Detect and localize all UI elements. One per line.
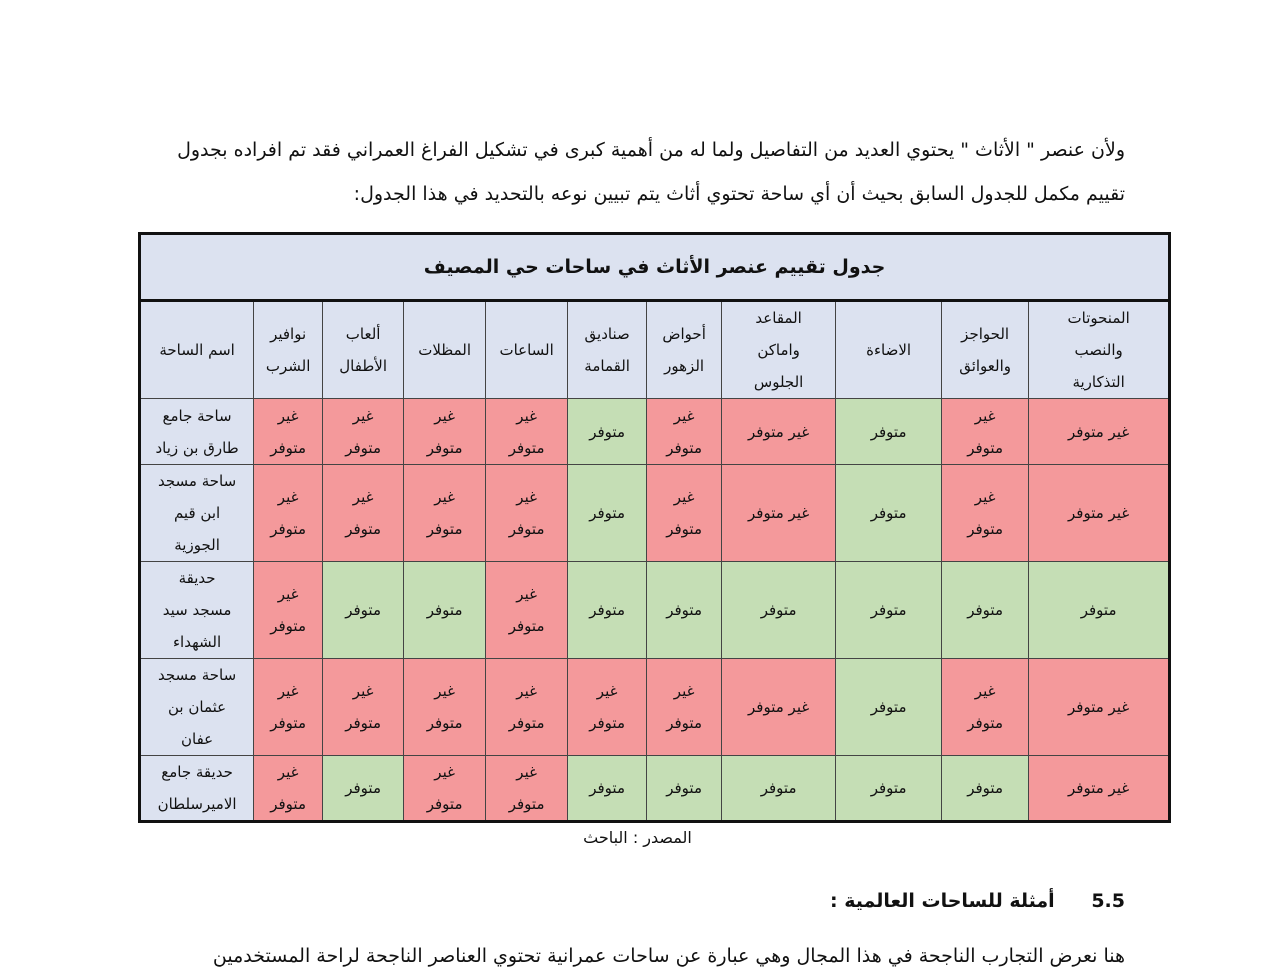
status-cell-planters xyxy=(647,756,722,822)
cell-text-line: الزهور xyxy=(664,357,705,375)
section-title: أمثلة للساحات العالمية : xyxy=(830,890,1055,912)
cell-text-line: غير xyxy=(277,763,299,781)
cell-text-line: متوفر xyxy=(967,601,1003,619)
cell-text-line: غير xyxy=(434,488,455,506)
status-cell-barriers xyxy=(942,562,1029,659)
cell-text-line: التذكارية xyxy=(1072,373,1125,391)
status-cell-sculptures xyxy=(1029,659,1170,756)
cell-text-line: الجلوس xyxy=(753,373,804,391)
status-cell-bins xyxy=(568,756,647,822)
status-cell-bins xyxy=(568,465,647,562)
cell-text-line: غير xyxy=(516,488,537,506)
square-name-cell xyxy=(140,756,254,822)
cell-text-line: طارق بن زياد xyxy=(155,438,239,457)
status-cell-shades xyxy=(404,465,486,562)
square-name-cell xyxy=(140,399,254,465)
cell-text-line: متوفر xyxy=(508,714,545,732)
cell-text-line: غير xyxy=(352,488,374,506)
cell-text-line: غير xyxy=(516,682,537,700)
cell-text-line: غير متوفر xyxy=(1068,504,1130,522)
cell-text-line: متوفر xyxy=(760,601,797,619)
cell-text-line: الاضاءة xyxy=(866,341,912,359)
status-cell-toys xyxy=(323,399,404,465)
status-cell-sculptures xyxy=(1029,756,1170,822)
status-cell-lighting xyxy=(836,465,942,562)
header-clocks xyxy=(486,301,568,399)
cell-text-line: غير xyxy=(974,682,996,700)
cell-text-line: متوفر xyxy=(270,714,306,732)
cell-text-line: متوفر xyxy=(870,698,907,716)
cell-text-line: الساعات xyxy=(499,341,554,359)
cell-text-line: متوفر xyxy=(345,779,381,797)
status-cell-planters xyxy=(647,562,722,659)
cell-text-line: متوفر xyxy=(870,422,907,441)
cell-text-line: متوفر xyxy=(270,438,306,457)
cell-text-line: متوفر xyxy=(508,617,545,635)
cell-text-line: غير متوفر xyxy=(1068,779,1130,797)
cell-text-line: متوفر xyxy=(345,520,381,538)
cell-text-line: غير xyxy=(673,682,695,700)
status-cell-fountains xyxy=(254,659,323,756)
square-name-cell xyxy=(140,465,254,562)
cell-text-line: غير xyxy=(596,682,618,700)
cell-text-line: غير xyxy=(277,682,299,700)
header-bins xyxy=(568,301,647,399)
status-cell-clocks xyxy=(486,659,568,756)
cell-text-line: المظلات xyxy=(418,341,472,359)
cell-text-line: عفان xyxy=(181,730,214,748)
cell-text-line: غير xyxy=(352,406,374,425)
table-body xyxy=(140,399,1170,822)
cell-text-line: غير متوفر xyxy=(748,504,810,522)
cell-text-line: متوفر xyxy=(967,779,1003,797)
status-cell-lighting xyxy=(836,399,942,465)
cell-text-line: غير xyxy=(277,585,299,603)
cell-text-line: غير xyxy=(434,406,455,425)
square-name-cell xyxy=(140,659,254,756)
status-cell-fountains xyxy=(254,756,323,822)
cell-text-line: غير xyxy=(434,763,455,781)
cell-text-line: مسجد سيد xyxy=(162,601,232,619)
cell-text-line: متوفر xyxy=(426,438,463,457)
cell-text-line: متوفر xyxy=(426,714,463,732)
cell-text-line: المقاعد xyxy=(755,309,802,327)
status-cell-barriers xyxy=(942,399,1029,465)
status-cell-bins xyxy=(568,399,647,465)
status-cell-fountains xyxy=(254,399,323,465)
cell-text-line: عثمان بن xyxy=(168,698,227,716)
status-cell-shades xyxy=(404,756,486,822)
cell-text-line: أحواض xyxy=(662,325,706,343)
status-cell-toys xyxy=(323,562,404,659)
header-barriers xyxy=(942,301,1029,399)
status-cell-planters xyxy=(647,465,722,562)
status-cell-lighting xyxy=(836,562,942,659)
cell-text-line: متوفر xyxy=(270,520,306,538)
header-sculptures xyxy=(1029,301,1170,399)
status-cell-clocks xyxy=(486,399,568,465)
status-cell-shades xyxy=(404,399,486,465)
status-cell-barriers xyxy=(942,659,1029,756)
furniture-rating-table xyxy=(138,232,1171,823)
cell-text-line: متوفر xyxy=(345,714,381,732)
status-cell-sculptures xyxy=(1029,399,1170,465)
header-toys xyxy=(323,301,404,399)
status-cell-barriers xyxy=(942,756,1029,822)
cell-text-line: الاميرسلطان xyxy=(157,795,237,813)
cell-text-line: اسم الساحة xyxy=(159,341,235,359)
cell-text-line: متوفر xyxy=(967,714,1003,732)
header-seating xyxy=(722,301,836,399)
cell-text-line: متوفر xyxy=(589,601,625,619)
cell-text-line: متوفر xyxy=(666,714,702,732)
cell-text-line: متوفر xyxy=(870,779,907,797)
status-cell-seating xyxy=(722,756,836,822)
cell-text-line: حديقة xyxy=(178,569,216,587)
table-header-row xyxy=(140,301,1170,399)
status-cell-shades xyxy=(404,562,486,659)
cell-text-line: ألعاب xyxy=(345,325,381,343)
cell-text-line: متوفر xyxy=(508,795,545,813)
intro-line-2: تقييم مكمل للجدول السابق بحيث أن أي ساحة تحتوي أثاث يتم تبيين نوعه بالتحديد في هذا الجدول: xyxy=(353,183,1125,205)
header-lighting xyxy=(836,301,942,399)
status-cell-bins xyxy=(568,659,647,756)
cell-text-line: القمامة xyxy=(584,357,630,375)
cell-text-line: ساحة مسجد xyxy=(157,472,237,490)
cell-text-line: متوفر xyxy=(508,520,545,538)
status-cell-seating xyxy=(722,659,836,756)
cell-text-line: متوفر xyxy=(426,795,463,813)
cell-text-line: واماكن xyxy=(757,341,800,359)
cell-text-line: متوفر xyxy=(589,422,625,441)
cell-text-line: متوفر xyxy=(270,795,306,813)
status-cell-planters xyxy=(647,399,722,465)
status-cell-clocks xyxy=(486,465,568,562)
cutoff-paragraph-line: هنا نعرض التجارب الناجحة في هذا المجال وهي عبارة عن ساحات عمرانية تحتوي العناصر الناجحة لراحة المستخدمين xyxy=(212,945,1125,967)
cell-text-line: متوفر xyxy=(508,438,545,457)
cell-text-line: غير xyxy=(516,763,537,781)
status-cell-toys xyxy=(323,465,404,562)
cell-text-line: الشرب xyxy=(265,357,311,375)
cell-text-line: الشهداء xyxy=(172,633,222,651)
cell-text-line: متوفر xyxy=(666,520,702,538)
cell-text-line: الحواجز xyxy=(961,325,1010,343)
table-row xyxy=(140,659,1170,756)
cell-text-line: والنصب xyxy=(1074,341,1123,359)
status-cell-seating xyxy=(722,399,836,465)
cell-text-line: متوفر xyxy=(426,601,463,619)
table-source: المصدر : الباحث xyxy=(583,828,692,847)
cell-text-line: ساحة جامع xyxy=(162,406,232,425)
status-cell-clocks xyxy=(486,756,568,822)
cell-text-line: الجوزية xyxy=(174,536,220,554)
cell-text-line: متوفر xyxy=(666,438,702,457)
status-cell-toys xyxy=(323,659,404,756)
cell-text-line: متوفر xyxy=(1080,601,1117,619)
cell-text-line: متوفر xyxy=(870,601,907,619)
cell-text-line: نوافير xyxy=(270,325,307,343)
cell-text-line: غير xyxy=(434,682,455,700)
status-cell-bins xyxy=(568,562,647,659)
cell-text-line: غير xyxy=(673,406,695,425)
table-row xyxy=(140,562,1170,659)
intro-line-1: ولأن عنصر " الأثاث " يحتوي العديد من التفاصيل ولما له من أهمية كبرى في تشكيل الفراغ العمراني فقد تم افراده بجدول xyxy=(177,139,1125,161)
cell-text-line: حديقة جامع xyxy=(161,763,233,781)
cell-text-line: صناديق xyxy=(584,325,630,343)
cell-text-line: المنحوتات xyxy=(1067,309,1130,327)
cell-text-line: الأطفال xyxy=(339,357,387,375)
cell-text-line: متوفر xyxy=(760,779,797,797)
cell-text-line: متوفر xyxy=(666,779,702,797)
cell-text-line: ساحة مسجد xyxy=(157,666,237,684)
status-cell-shades xyxy=(404,659,486,756)
status-cell-lighting xyxy=(836,659,942,756)
status-cell-clocks xyxy=(486,562,568,659)
section-number: 5.5 xyxy=(1091,890,1125,912)
cell-text-line: متوفر xyxy=(589,779,625,797)
cell-text-line: غير xyxy=(277,488,299,506)
cell-text-line: متوفر xyxy=(345,438,381,457)
cell-text-line: غير xyxy=(516,406,537,425)
cell-text-line: ابن قيم xyxy=(173,504,221,522)
cell-text-line: متوفر xyxy=(967,438,1003,457)
header-shades xyxy=(404,301,486,399)
cell-text-line: متوفر xyxy=(666,601,702,619)
cell-text-line: غير متوفر xyxy=(748,698,810,716)
status-cell-toys xyxy=(323,756,404,822)
cell-text-line: متوفر xyxy=(345,601,381,619)
table-title: جدول تقييم عنصر الأثاث في ساحات حي المصيف xyxy=(140,234,1170,301)
cell-text-line: غير xyxy=(516,585,537,603)
intro-paragraph xyxy=(150,128,1125,216)
section-heading xyxy=(830,890,1125,912)
status-cell-sculptures xyxy=(1029,562,1170,659)
cell-text-line: غير xyxy=(673,488,695,506)
status-cell-fountains xyxy=(254,562,323,659)
cell-text-line: غير xyxy=(974,488,996,506)
cell-text-line: متوفر xyxy=(589,504,625,522)
cell-text-line: غير xyxy=(277,406,299,425)
status-cell-barriers xyxy=(942,465,1029,562)
table-row xyxy=(140,399,1170,465)
status-cell-planters xyxy=(647,659,722,756)
cell-text-line: متوفر xyxy=(270,617,306,635)
cell-text-line: متوفر xyxy=(426,520,463,538)
cell-text-line: غير xyxy=(352,682,374,700)
table-row xyxy=(140,756,1170,822)
cell-text-line: والعوائق xyxy=(959,357,1012,375)
status-cell-seating xyxy=(722,562,836,659)
header-fountains xyxy=(254,301,323,399)
cell-text-line: متوفر xyxy=(589,714,625,732)
status-cell-seating xyxy=(722,465,836,562)
header-name xyxy=(140,301,254,399)
status-cell-lighting xyxy=(836,756,942,822)
cell-text-line: غير متوفر xyxy=(1068,422,1130,441)
cell-text-line: غير xyxy=(974,406,996,425)
square-name-cell xyxy=(140,562,254,659)
cell-text-line: متوفر xyxy=(870,504,907,522)
cell-text-line: متوفر xyxy=(967,520,1003,538)
cell-text-line: غير متوفر xyxy=(748,422,810,441)
status-cell-sculptures xyxy=(1029,465,1170,562)
status-cell-fountains xyxy=(254,465,323,562)
header-planters xyxy=(647,301,722,399)
cell-text-line: غير متوفر xyxy=(1068,698,1130,716)
table-row xyxy=(140,465,1170,562)
